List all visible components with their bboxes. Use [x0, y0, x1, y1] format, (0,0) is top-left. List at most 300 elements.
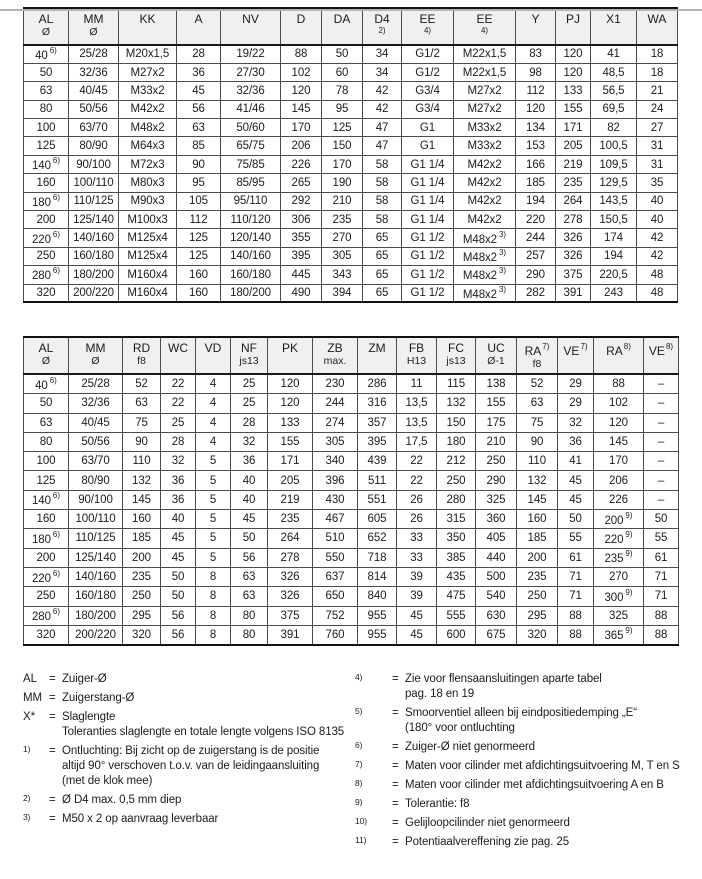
table-cell: M72x3 — [119, 155, 177, 173]
table-cell: 295 — [123, 606, 161, 625]
column-header-vd: VD — [196, 337, 231, 374]
table-cell: 90 — [177, 155, 221, 173]
table-cell: M33x2 — [119, 82, 177, 100]
table-cell: 8 — [196, 606, 231, 625]
footnote-line: Toleranties slaglengte en totale lengte volgens ISO 8135 — [62, 725, 345, 738]
column-header-mm: MM Ø — [69, 337, 123, 374]
table-cell: 155 — [476, 394, 517, 413]
table-cell: 75 — [123, 413, 161, 432]
column-header-fb: FB H13 — [397, 337, 437, 374]
cylinder-dimensions-table-2 — [23, 336, 679, 645]
table-cell: 395 — [281, 247, 322, 265]
table-row — [24, 452, 679, 471]
footnote-line: (met de klok mee) — [62, 774, 153, 787]
table-cell: 80/90 — [69, 471, 123, 490]
table-cell: 71 — [644, 567, 679, 586]
table-cell: G1 1/2 — [402, 284, 454, 302]
column-header-nf: NF js13 — [231, 337, 268, 374]
table-cell: 120 — [556, 63, 591, 81]
table-row — [24, 625, 679, 644]
table-cell: 551 — [358, 490, 397, 509]
table-cell: 205 — [556, 137, 591, 155]
table-cell: 50 — [161, 587, 196, 606]
table-cell: 140/160 — [221, 247, 281, 265]
table-cell: M42x2 — [454, 174, 516, 192]
table-cell: 280 — [437, 490, 476, 509]
table-cell: 235 — [268, 510, 313, 529]
column-header-pk: PK — [268, 337, 313, 374]
table-cell: 50 — [24, 394, 69, 413]
table-cell: 132 — [437, 394, 476, 413]
table-cell: 752 — [313, 606, 358, 625]
footnote-term: 7) — [355, 758, 363, 769]
table-cell: 80 — [24, 432, 69, 451]
footnote-term: 1) — [23, 743, 31, 754]
table-cell: 955 — [358, 606, 397, 625]
table-cell: 511 — [358, 471, 397, 490]
table-cell: 760 — [313, 625, 358, 644]
table-cell: 235 — [123, 567, 161, 586]
column-header-zb: ZB max. — [313, 337, 358, 374]
table-cell: 50/60 — [221, 119, 281, 137]
table-cell: 194 — [591, 247, 637, 265]
footnote-term: 8) — [355, 777, 363, 788]
table-cell: 27 — [637, 119, 678, 137]
table-cell: 11 — [397, 374, 437, 393]
footnote-term: 9) — [355, 796, 363, 807]
table-cell: M20x1,5 — [119, 45, 177, 63]
footnote-definition — [405, 797, 691, 812]
footnote-marker: 6) — [52, 192, 60, 202]
table-cell: 125 — [24, 137, 69, 155]
table-cell: 282 — [516, 284, 556, 302]
equals-sign: = — [392, 672, 399, 685]
table-cell: 40 — [161, 510, 196, 529]
footnote-definition — [405, 740, 691, 755]
table-cell: 134 — [516, 119, 556, 137]
footnote-term: 2) — [23, 792, 31, 803]
table-cell: 88 — [281, 45, 322, 63]
footnote-item — [355, 797, 691, 812]
footnote-term: 4) — [355, 671, 363, 682]
column-header-ra: RA$^{8)}$ — [594, 337, 644, 374]
column-header-ve: VE$^{7)}$ — [558, 337, 594, 374]
table-cell: 170 — [281, 119, 322, 137]
table-cell: 500 — [476, 567, 517, 586]
table-cell: 155 — [268, 432, 313, 451]
table-cell: 270 — [322, 229, 363, 247]
table-cell: 145 — [517, 490, 558, 509]
table-cell: 8 — [196, 567, 231, 586]
table-cell: 250 — [24, 587, 69, 606]
table-cell: G1 1/4 — [402, 174, 454, 192]
table-cell: 171 — [268, 452, 313, 471]
table-cell: 5 — [196, 471, 231, 490]
footnote-item — [23, 691, 355, 706]
table-cell: G1 1/2 — [402, 229, 454, 247]
table-cell: 26 — [397, 490, 437, 509]
table-cell: 235 — [517, 567, 558, 586]
table-cell: 355 — [281, 229, 322, 247]
table-cell: 180/200 — [69, 606, 123, 625]
table-cell: 200/220 — [69, 625, 123, 644]
table-row — [24, 548, 679, 567]
table-cell: – — [644, 413, 679, 432]
table-cell: 171 — [556, 119, 591, 137]
table-cell: 56 — [161, 625, 196, 644]
table-cell: 63 — [24, 413, 69, 432]
table-row — [24, 63, 678, 81]
footnote-definition — [405, 778, 691, 793]
table-cell: M80x3 — [119, 174, 177, 192]
footnote-marker: 6) — [49, 46, 57, 56]
table-cell: 185 — [123, 529, 161, 548]
footnote-term: 3) — [23, 811, 31, 822]
table-cell: 71 — [558, 567, 594, 586]
table-cell: G3/4 — [402, 82, 454, 100]
table-cell: 160 — [24, 174, 69, 192]
table-cell: 45 — [397, 606, 437, 625]
table-cell: 32/36 — [69, 63, 119, 81]
table-cell: 357 — [358, 413, 397, 432]
footnote-item — [23, 812, 355, 827]
table-cell: 145 — [123, 490, 161, 509]
table-cell: M125x4 — [119, 247, 177, 265]
equals-sign: = — [392, 778, 399, 791]
table-cell: 98 — [516, 63, 556, 81]
footnote-line: pag. 18 en 19 — [405, 687, 475, 700]
table-cell: 605 — [358, 510, 397, 529]
column-header-nv: NV — [221, 8, 281, 45]
table-cell: 78 — [322, 82, 363, 100]
table-row — [24, 587, 679, 606]
column-header-da: DA — [322, 8, 363, 45]
table-cell: 80 — [24, 100, 69, 118]
table-cell: 69,5 — [591, 100, 637, 118]
table-cell: 220 $^{6)}$ — [24, 567, 69, 586]
table-cell: 226 — [594, 490, 644, 509]
table-cell: – — [644, 471, 679, 490]
table-cell: 160 — [123, 510, 161, 529]
equals-sign: = — [49, 691, 56, 704]
footnote-line: (180° voor ontluchting — [405, 721, 515, 734]
table-cell: 120 — [594, 413, 644, 432]
footnote-definition — [405, 706, 691, 736]
table-cell: 140 $^{6)}$ — [24, 490, 69, 509]
table-cell: 140 $^{6)}$ — [24, 155, 69, 173]
table-cell: 80 — [231, 625, 268, 644]
table-cell: 13,5 — [397, 394, 437, 413]
table-cell: 41/46 — [221, 100, 281, 118]
table-row — [24, 266, 678, 284]
table-cell: 88 — [644, 625, 679, 644]
equals-sign: = — [392, 706, 399, 719]
table-row — [24, 529, 679, 548]
table-cell: 325 — [594, 606, 644, 625]
table-row — [24, 247, 678, 265]
table-cell: 305 — [322, 247, 363, 265]
table-cell: 257 — [516, 247, 556, 265]
table-cell: 42 — [637, 247, 678, 265]
table-cell: 75 — [517, 413, 558, 432]
table-cell: 90 — [517, 432, 558, 451]
column-header-d4: D4 2) — [363, 8, 402, 45]
table-cell: 160 — [517, 510, 558, 529]
table-cell: 490 — [281, 284, 322, 302]
table-cell: 52 — [123, 374, 161, 393]
table-cell: 326 — [268, 587, 313, 606]
footnote-line: Ø D4 max. 0,5 mm diep — [62, 793, 182, 806]
table-cell: 840 — [358, 587, 397, 606]
table-cell: 17,5 — [397, 432, 437, 451]
table-cell: 375 — [268, 606, 313, 625]
table-cell: 650 — [313, 587, 358, 606]
table-cell: 166 — [516, 155, 556, 173]
table-row — [24, 284, 678, 302]
table-cell: 26 — [397, 510, 437, 529]
equals-sign: = — [49, 812, 56, 825]
table-cell: 814 — [358, 567, 397, 586]
table-cell: 34 — [363, 45, 402, 63]
table-cell: 290 — [476, 471, 517, 490]
table-cell: 510 — [313, 529, 358, 548]
footnote-item — [23, 672, 355, 687]
table-cell: M160x4 — [119, 266, 177, 284]
table-cell: 75/85 — [221, 155, 281, 173]
column-header-ra: RA$^{7)}$ f8 — [517, 337, 558, 374]
footnote-marker: 9) — [625, 626, 633, 636]
table-cell: 50 — [558, 510, 594, 529]
table-cell: M27x2 — [119, 63, 177, 81]
table-cell: 445 — [281, 266, 322, 284]
footnote-marker: 9) — [625, 587, 633, 597]
table-cell: 120 — [281, 82, 322, 100]
table-cell: 47 — [363, 137, 402, 155]
column-header-mm: MM Ø — [69, 8, 119, 45]
footnote-line: Smoorventiel alleen bij eindpositiedemping „E“ — [405, 706, 637, 719]
table-cell: 58 — [363, 155, 402, 173]
table-cell: M100x3 — [119, 211, 177, 229]
table-cell: 50 — [644, 510, 679, 529]
column-header-wc: WC — [161, 337, 196, 374]
table-cell: 42 — [363, 82, 402, 100]
table-cell: 675 — [476, 625, 517, 644]
table-cell: 475 — [437, 587, 476, 606]
table-row — [24, 119, 678, 137]
column-header-uc: UC Ø-1 — [476, 337, 517, 374]
table-cell: 212 — [437, 452, 476, 471]
table-cell: 220 $^{6)}$ — [24, 229, 69, 247]
table-cell: 71 — [644, 587, 679, 606]
table-cell: 235 — [556, 174, 591, 192]
table-cell: 143,5 — [591, 192, 637, 210]
table-cell: 467 — [313, 510, 358, 529]
table-cell: 58 — [363, 174, 402, 192]
table-cell: 33 — [397, 529, 437, 548]
column-header-wa: WA — [637, 8, 678, 45]
footnotes-right-column — [355, 672, 691, 854]
table-cell: 219 — [556, 155, 591, 173]
table-cell: 110/120 — [221, 211, 281, 229]
table-cell: M48x2 $^{3)}$ — [454, 266, 516, 284]
table-cell: 160/180 — [69, 247, 119, 265]
table-cell: 40 $^{6)}$ — [24, 374, 69, 393]
table-row — [24, 413, 679, 432]
table-cell: 637 — [313, 567, 358, 586]
footnotes-left-column — [23, 672, 355, 854]
footnote-definition — [405, 672, 691, 702]
footnote-line: Ontluchting: Bij zicht op de zuigerstang is de positie — [62, 744, 320, 757]
table-cell: 102 — [281, 63, 322, 81]
table-cell: 40 $^{6)}$ — [24, 45, 69, 63]
table-cell: 55 — [558, 529, 594, 548]
column-header-kk: KK — [119, 8, 177, 45]
equals-sign: = — [49, 793, 56, 806]
table-cell: 350 — [437, 529, 476, 548]
table-cell: 120 — [516, 100, 556, 118]
table-cell: 82 — [591, 119, 637, 137]
page-top-rule — [0, 9, 702, 11]
table-cell: 120 — [556, 45, 591, 63]
table-cell: 180 $^{6)}$ — [24, 192, 69, 210]
table-cell: 32/36 — [69, 394, 123, 413]
table-cell: 4 — [196, 394, 231, 413]
table-cell: G1 — [402, 137, 454, 155]
table-cell: 39 — [397, 567, 437, 586]
footnote-definition — [405, 759, 691, 774]
footnote-item — [355, 759, 691, 774]
table-cell: 27/30 — [221, 63, 281, 81]
table-cell: M48x2 $^{3)}$ — [454, 284, 516, 302]
table-row — [24, 174, 678, 192]
table-cell: 109,5 — [591, 155, 637, 173]
column-header-ee: EE 4) — [402, 8, 454, 45]
table-cell: 129,5 — [591, 174, 637, 192]
footnote-marker: 6) — [52, 156, 60, 166]
table-cell: M33x2 — [454, 137, 516, 155]
footnote-definition — [62, 812, 355, 827]
table-cell: – — [644, 394, 679, 413]
table-cell: M42x2 — [119, 100, 177, 118]
table-cell: 326 — [556, 229, 591, 247]
table-cell: 42 — [363, 100, 402, 118]
table-cell: 85 — [177, 137, 221, 155]
cylinder-dimensions-table-1 — [23, 7, 678, 303]
table-cell: 8 — [196, 625, 231, 644]
table-cell: 83 — [516, 45, 556, 63]
table-cell: 45 — [397, 625, 437, 644]
table-cell: 265 — [281, 174, 322, 192]
table-cell: 88 — [558, 606, 594, 625]
table-cell: 243 — [591, 284, 637, 302]
table-row — [24, 374, 679, 393]
table-cell: M48x2 $^{3)}$ — [454, 247, 516, 265]
table-cell: 180 $^{6)}$ — [24, 529, 69, 548]
column-header-al: AL Ø — [24, 337, 69, 374]
table-cell: 340 — [313, 452, 358, 471]
table-cell: 63 — [177, 119, 221, 137]
table-cell: 40 — [637, 211, 678, 229]
footnote-item — [355, 835, 691, 850]
table-row — [24, 137, 678, 155]
table-cell: 125/140 — [69, 211, 119, 229]
table-cell: 200 — [24, 548, 69, 567]
column-header-y: Y — [516, 8, 556, 45]
table-cell: 50 — [161, 567, 196, 586]
table-cell: 55 — [644, 529, 679, 548]
footnote-marker: 3) — [498, 284, 507, 294]
table-cell: 133 — [556, 82, 591, 100]
column-header-zm: ZM — [358, 337, 397, 374]
footnote-term: AL — [23, 672, 37, 685]
table-cell: 90 — [123, 432, 161, 451]
table-row — [24, 45, 678, 63]
table-cell: 56,5 — [591, 82, 637, 100]
table-cell: 58 — [363, 192, 402, 210]
footnote-line: Zuigerstang-Ø — [62, 691, 135, 704]
table-cell: 65/75 — [221, 137, 281, 155]
table-cell: 210 — [476, 432, 517, 451]
table-cell: 5 — [196, 490, 231, 509]
footnote-marker: 6) — [52, 491, 60, 501]
footnote-term: MM — [23, 691, 42, 704]
table-cell: 50 — [231, 529, 268, 548]
table-cell: 88 — [558, 625, 594, 644]
table-cell: 138 — [476, 374, 517, 393]
table-cell: 100 — [24, 452, 69, 471]
table-cell: 25 — [231, 394, 268, 413]
table-cell: 140/160 — [69, 567, 123, 586]
table-cell: 32 — [558, 413, 594, 432]
table-cell: 278 — [556, 211, 591, 229]
table-cell: 25/28 — [69, 45, 119, 63]
footnote-definition — [62, 793, 355, 808]
table-cell: 194 — [516, 192, 556, 210]
table-cell: 95/110 — [221, 192, 281, 210]
table-cell: 13,5 — [397, 413, 437, 432]
table-row — [24, 155, 678, 173]
table-cell: G1 1/4 — [402, 155, 454, 173]
table-cell: 125 — [322, 119, 363, 137]
table-cell: 153 — [516, 137, 556, 155]
table-cell: 292 — [281, 192, 322, 210]
table-cell: 280 $^{6)}$ — [24, 266, 69, 284]
table-cell: 278 — [268, 548, 313, 567]
table-cell: 394 — [322, 284, 363, 302]
footnote-marker: 6) — [52, 607, 60, 617]
footnote-line: Zuiger-Ø niet genormeerd — [405, 740, 535, 753]
equals-sign: = — [392, 740, 399, 753]
table-cell: G1 1/2 — [402, 247, 454, 265]
table-cell: 200 — [517, 548, 558, 567]
table-cell: 31 — [637, 155, 678, 173]
table-cell: 305 — [313, 432, 358, 451]
footnote-term: 6) — [355, 739, 363, 750]
table-cell: 160/180 — [221, 266, 281, 284]
table-row — [24, 394, 679, 413]
table-cell: M125x4 — [119, 229, 177, 247]
table-cell: 264 — [556, 192, 591, 210]
table-cell: 5 — [196, 529, 231, 548]
table-cell: 220 — [516, 211, 556, 229]
table-cell: – — [644, 452, 679, 471]
table-cell: 244 — [313, 394, 358, 413]
table-row — [24, 229, 678, 247]
table-cell: 56 — [161, 606, 196, 625]
table-cell: 32/36 — [221, 82, 281, 100]
table-cell: 19/22 — [221, 45, 281, 63]
table-cell: 40/45 — [69, 413, 123, 432]
